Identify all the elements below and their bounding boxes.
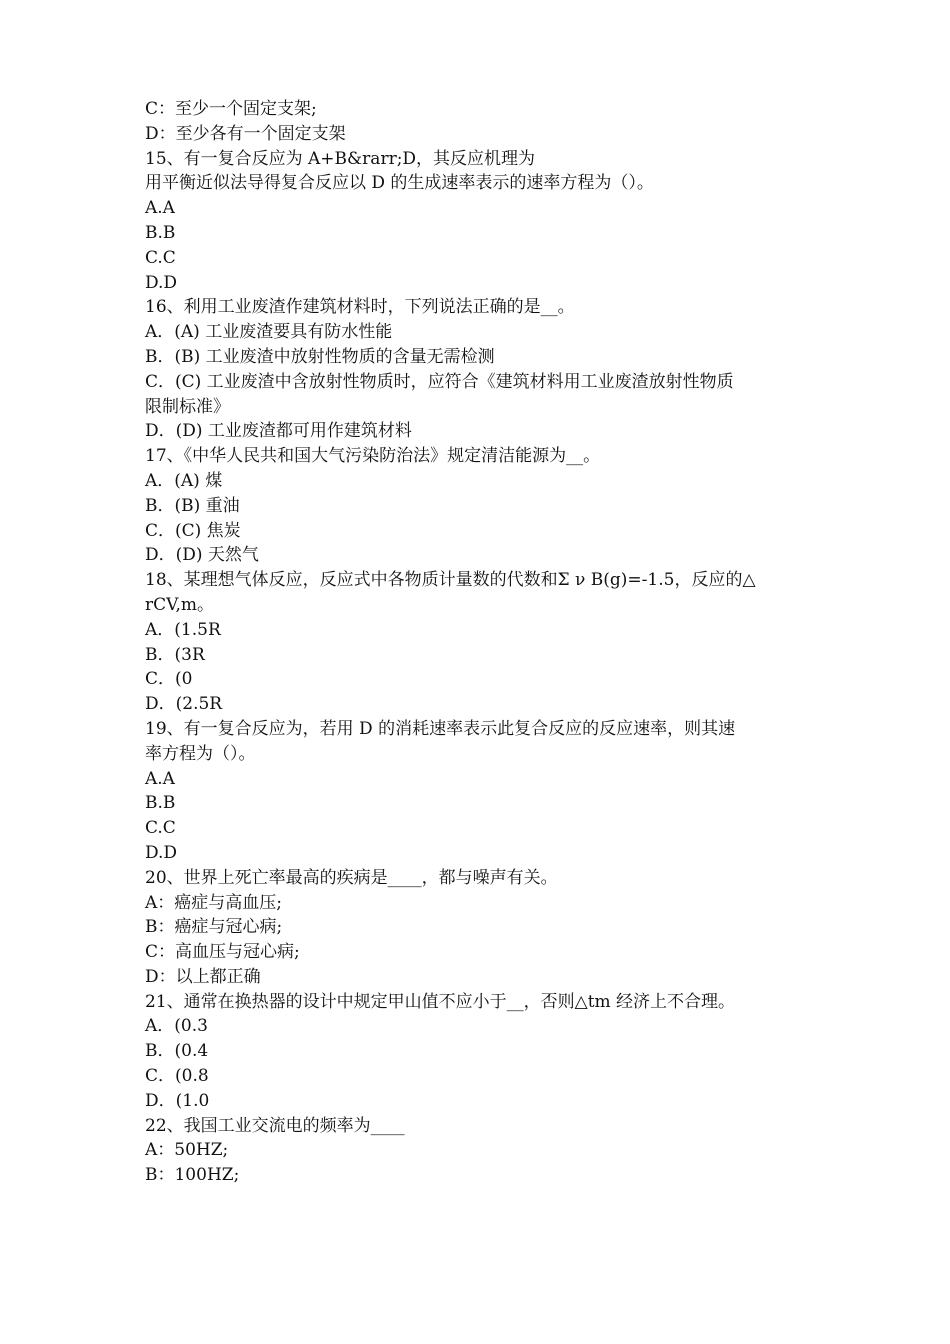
option-line: B．(0.4 bbox=[145, 1041, 209, 1062]
question-16: 16、利用工业废渣作建筑材料时，下列说法正确的是__。 bbox=[145, 297, 575, 318]
option-line: A：50HZ; bbox=[145, 1140, 229, 1161]
question-15-continued: 用平衡近似法导得复合反应以 D 的生成速率表示的速率方程为（）。 bbox=[145, 173, 654, 194]
question-17: 17、《中华人民共和国大气污染防治法》规定清洁能源为__。 bbox=[145, 446, 601, 467]
option-line: B．(B) 重油 bbox=[145, 495, 240, 516]
option-line: A.A bbox=[145, 768, 175, 789]
option-line: C.C bbox=[145, 818, 176, 839]
question-20: 20、世界上死亡率最高的疾病是____，都与噪声有关。 bbox=[145, 867, 558, 888]
option-line: A．(A) 煤 bbox=[145, 470, 223, 491]
option-line: C．(0.8 bbox=[145, 1066, 209, 1087]
question-15: 15、有一复合反应为 A+B&rarr;D，其反应机理为 bbox=[145, 148, 536, 169]
document-body bbox=[145, 97, 815, 1188]
option-line: B．(B) 工业废渣中放射性物质的含量无需检测 bbox=[145, 346, 495, 367]
option-line: B：癌症与冠心病; bbox=[145, 917, 283, 938]
option-line: A．(A) 工业废渣要具有防水性能 bbox=[145, 322, 393, 343]
option-line: A：癌症与高血压; bbox=[145, 892, 283, 913]
question-21: 21、通常在换热器的设计中规定甲山值不应小于__，否则△tm 经济上不合理。 bbox=[145, 991, 736, 1012]
option-line: D：至少各有一个固定支架 bbox=[145, 123, 346, 144]
question-18: 18、某理想气体反应，反应式中各物质计量数的代数和Σ ν B(g)=-1.5，反应的△ bbox=[145, 570, 756, 591]
option-line: C．(0 bbox=[145, 669, 193, 690]
option-line: A．(0.3 bbox=[145, 1016, 208, 1037]
option-line: C．(C) 焦炭 bbox=[145, 520, 241, 541]
option-line: B．(3R bbox=[145, 644, 205, 665]
option-line: D.D bbox=[145, 842, 178, 863]
question-19-continued: 率方程为（）。 bbox=[145, 743, 256, 764]
option-line: A.A bbox=[145, 198, 175, 219]
option-line: C：至少一个固定支架; bbox=[145, 99, 317, 119]
question-22: 22、我国工业交流电的频率为____ bbox=[145, 1115, 405, 1136]
option-line: D．(2.5R bbox=[145, 694, 223, 715]
option-line: D．(D) 工业废渣都可用作建筑材料 bbox=[145, 421, 412, 442]
option-line-continued: 限制标准》 bbox=[145, 396, 230, 417]
option-line: C.C bbox=[145, 247, 176, 268]
option-line: C．(C) 工业废渣中含放射性物质时，应符合《建筑材料用工业废渣放射性物质 bbox=[145, 371, 734, 392]
option-line: B.B bbox=[145, 793, 176, 814]
option-line: D：以上都正确 bbox=[145, 966, 261, 987]
option-line: D.D bbox=[145, 272, 178, 293]
option-line: D．(D) 天然气 bbox=[145, 545, 259, 566]
question-19: 19、有一复合反应为，若用 D 的消耗速率表示此复合反应的反应速率，则其速 bbox=[145, 718, 736, 739]
option-line: B.B bbox=[145, 222, 176, 243]
option-line: A．(1.5R bbox=[145, 619, 221, 640]
option-line: C：高血压与冠心病; bbox=[145, 942, 300, 963]
question-18-continued: rCV,m。 bbox=[145, 594, 214, 615]
option-line: D．(1.0 bbox=[145, 1090, 210, 1111]
option-line: B：100HZ; bbox=[145, 1165, 240, 1186]
